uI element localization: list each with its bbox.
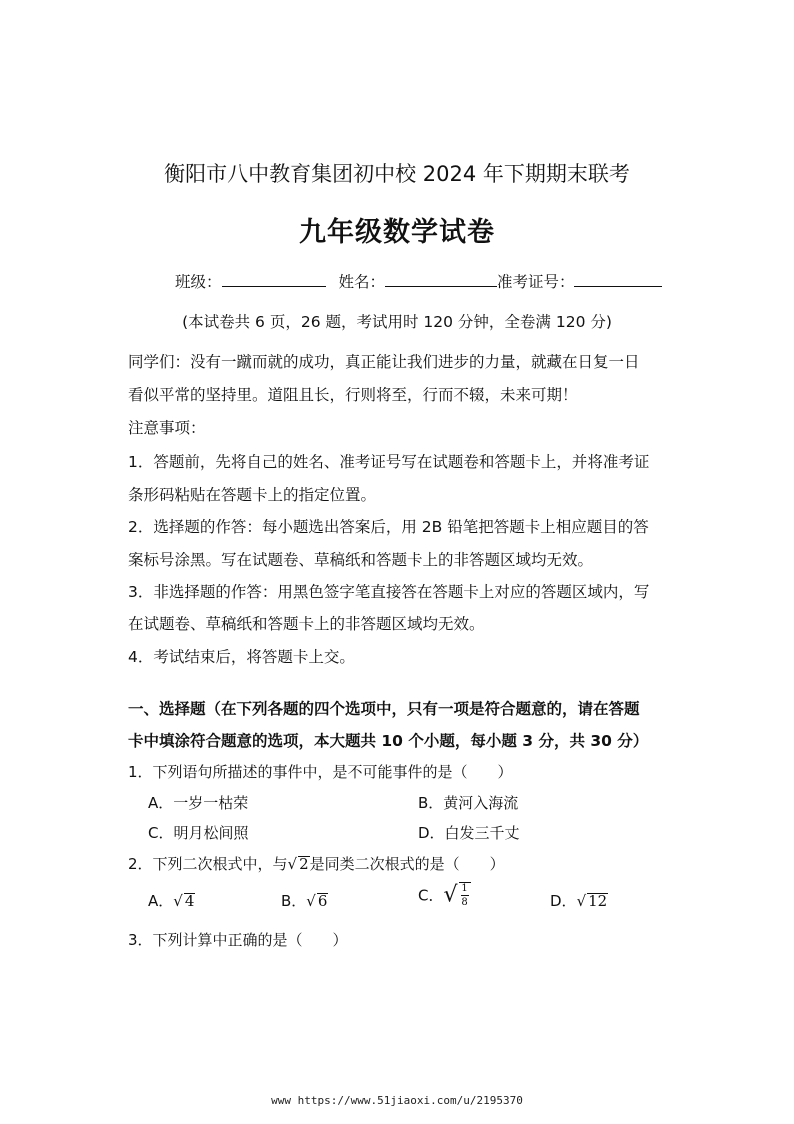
school-exam-title: 衡阳市八中教育集团初中校 2024 年下期期末联考: [164, 162, 630, 186]
notice-line: 4．考试结束后，将答题卡上交。: [128, 648, 355, 666]
q1-option-c: C．明月松间照: [148, 824, 249, 842]
name-blank: [385, 272, 497, 287]
notice-line: 在试题卷、草稿纸和答题卡上的非答题区域均无效。: [128, 615, 485, 633]
footer-watermark-url: www https://www.51jiaoxi.com/u/2195370: [271, 1094, 523, 1107]
q2-option-c: C．√ $\frac{1}{8}$: [418, 882, 471, 908]
notice-line: 案标号涂黑。写在试题卷、草稿纸和答题卡上的非答题区域均无效。: [128, 551, 594, 569]
section-heading-line-1: 一、选择题（在下列各题的四个选项中，只有一项是符合题意的，请在答题: [128, 700, 640, 718]
q1-option-d: D．白发三千丈: [418, 824, 520, 842]
class-label: 班级：: [175, 273, 222, 291]
notice-line: 1．答题前，先将自己的姓名、准考证号写在试题卷和答题卡上，并将准考证: [128, 453, 650, 471]
sqrt-sign: √: [287, 855, 298, 873]
q1-option-b: B．黄河入海流: [418, 794, 519, 812]
name-label: 姓名：: [338, 273, 385, 291]
exam-note: (本试卷共 6 页，26 题，考试用时 120 分钟，全卷满 120 分): [182, 313, 612, 331]
intro-line-1: 同学们：没有一蹴而就的成功，真正能让我们进步的力量，就藏在日复一日: [128, 353, 640, 371]
notice-title: 注意事项：: [128, 419, 206, 437]
notice-line: 条形码粘贴在答题卡上的指定位置。: [128, 486, 377, 504]
id-blank: [574, 272, 662, 287]
question-2-stem: 2．下列二次根式中，与√ 2是同类二次根式的是（ ）: [128, 855, 505, 873]
section-heading-line-2: 卡中填涂符合题意的选项，本大题共 10 个小题，每小题 3 分，共 30 分）: [128, 732, 649, 750]
class-blank: [222, 272, 326, 287]
notice-line: 3．非选择题的作答：用黑色签字笔直接答在答题卡上对应的答题区域内，写: [128, 583, 650, 601]
q1-option-a: A．一岁一枯荣: [148, 794, 249, 812]
question-1-stem: 1．下列语句所描述的事件中，是不可能事件的是（ ）: [128, 763, 513, 781]
question-3-stem: 3．下列计算中正确的是（ ）: [128, 931, 348, 949]
q2-option-b: B．√ 6: [281, 892, 328, 910]
q2-option-d: D．√ 12: [550, 892, 608, 910]
intro-line-2: 看似平常的坚持里。道阻且长，行则将至，行而不辍，未来可期！: [128, 386, 578, 404]
notice-line: 2．选择题的作答：每小题选出答案后，用 2B 铅笔把答题卡上相应题目的答: [128, 518, 649, 536]
fraction: $\frac{1}{8}$: [459, 882, 471, 908]
q2-option-a: A．√ 4: [148, 892, 195, 910]
exam-subject-title: 九年级数学试卷: [299, 217, 495, 248]
student-info-row: [175, 270, 662, 292]
id-label: 准考证号：: [496, 273, 575, 291]
